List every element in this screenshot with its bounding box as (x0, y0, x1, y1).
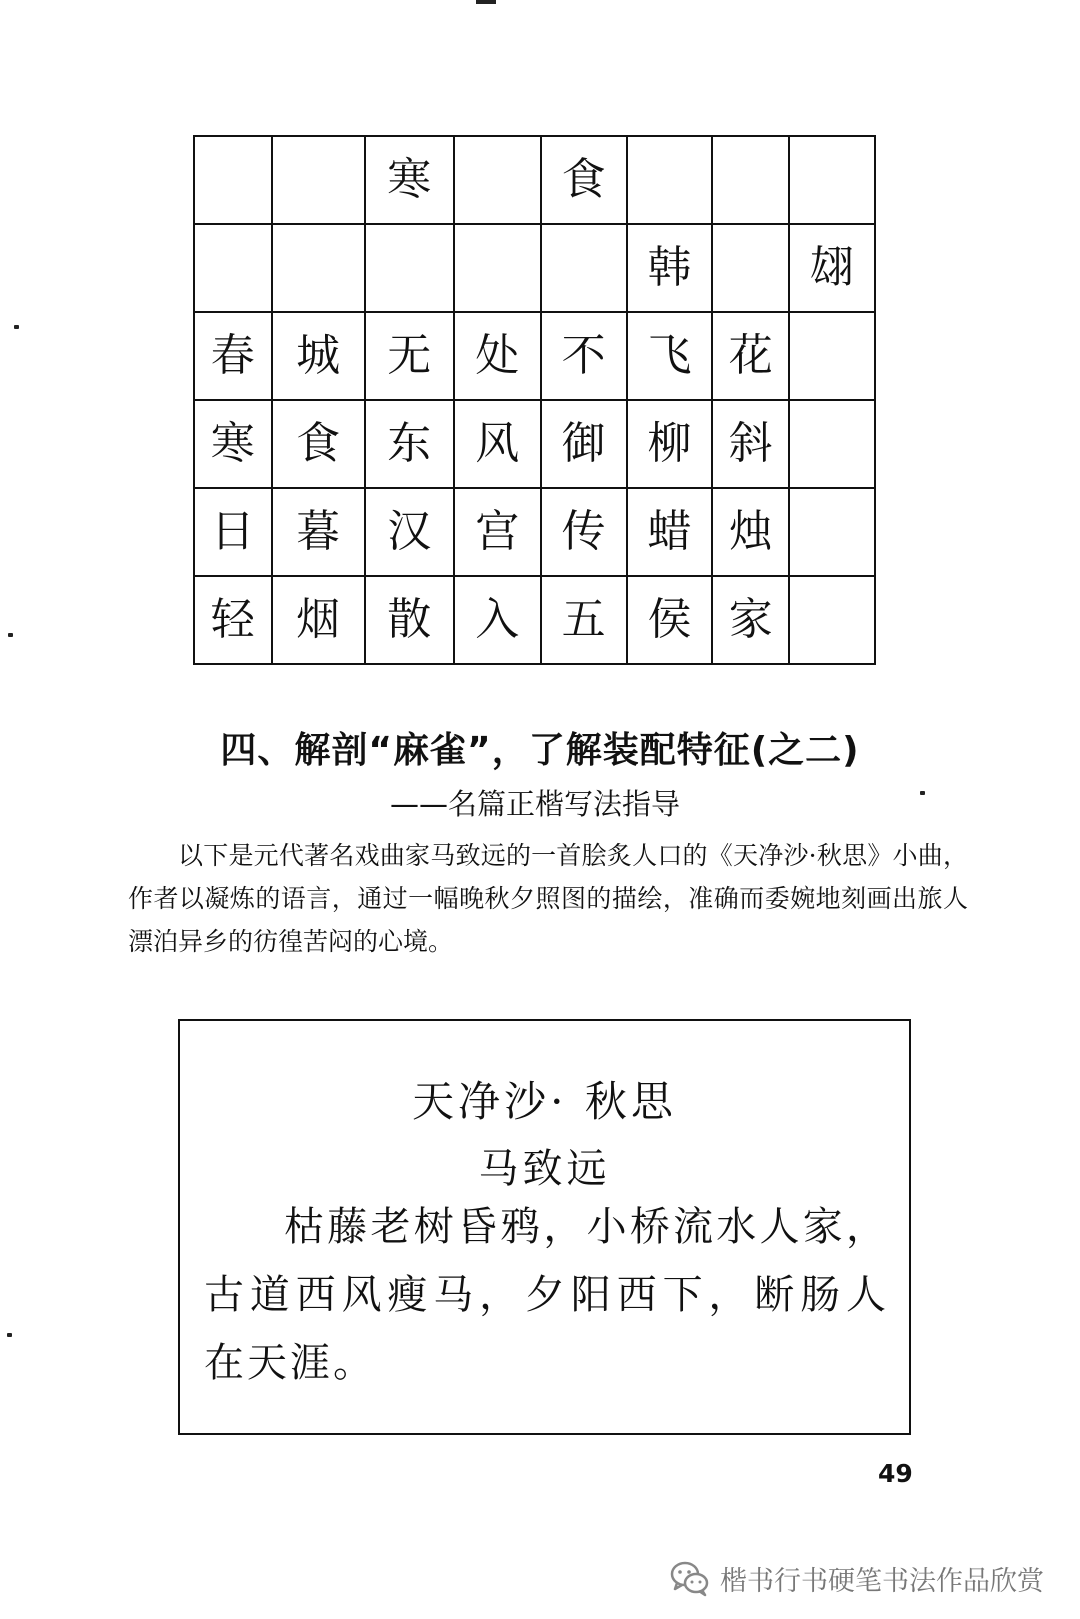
grid-cell (789, 488, 875, 576)
poem-author: 马致远 (478, 1146, 611, 1192)
grid-cell: 御 (541, 400, 627, 488)
grid-cell: 散 (365, 576, 454, 664)
poem-text: 枯藤老树昏鸦，小桥流水人家，古道西风瘦马，夕阳西下，断肠人在天涯。 (204, 1204, 889, 1386)
grid-cell (194, 224, 272, 312)
grid-cell: 寒 (365, 136, 454, 224)
grid-cell: 烟 (272, 576, 365, 664)
grid-cell: 不 (541, 312, 627, 400)
section-subtitle: ——名篇正楷写法指导 (390, 787, 681, 821)
margin-dot (8, 633, 13, 637)
grid-cell: 五 (541, 576, 627, 664)
margin-dot (7, 1333, 12, 1337)
section-title: 四、解剖“麻雀”，了解装配特征(之二) (220, 730, 860, 771)
grid-cell: 飞 (627, 312, 713, 400)
grid-cell: 柳 (627, 400, 713, 488)
margin-dot (920, 791, 925, 795)
poem-title: 天净沙· 秋思 (412, 1077, 677, 1126)
grid-cell: 无 (365, 312, 454, 400)
grid-cell: 侯 (627, 576, 713, 664)
grid-cell (272, 224, 365, 312)
grid-cell (712, 136, 789, 224)
wechat-icon (668, 1556, 712, 1600)
grid-cell: 家 (712, 576, 789, 664)
grid-cell: 风 (454, 400, 541, 488)
grid-cell: 日 (194, 488, 272, 576)
grid-cell (789, 312, 875, 400)
grid-cell (789, 136, 875, 224)
watermark (668, 1556, 1044, 1600)
grid-cell: 宫 (454, 488, 541, 576)
grid-row (194, 576, 875, 664)
poem-box (178, 1019, 911, 1435)
grid-cell: 入 (454, 576, 541, 664)
grid-cell (194, 136, 272, 224)
page-number: 49 (878, 1459, 913, 1488)
grid-cell: 城 (272, 312, 365, 400)
grid-cell: 处 (454, 312, 541, 400)
grid-cell: 烛 (712, 488, 789, 576)
grid-cell: 暮 (272, 488, 365, 576)
practice-grid (193, 135, 876, 665)
grid-cell: 食 (541, 136, 627, 224)
grid-row (194, 312, 875, 400)
watermark-text: 楷书行书硬笔书法作品欣赏 (720, 1565, 1044, 1597)
intro-paragraph (128, 834, 968, 963)
grid-cell (454, 136, 541, 224)
grid-row (194, 136, 875, 224)
grid-cell: 蜡 (627, 488, 713, 576)
grid-cell: 韩 (627, 224, 713, 312)
grid-cell (541, 224, 627, 312)
grid-cell: 传 (541, 488, 627, 576)
intro-text: 以下是元代著名戏曲家马致远的一首脍炙人口的《天净沙·秋思》小曲，作者以凝炼的语言，通过一幅晚秋夕照图的描绘，准确而委婉地刻画出旅人漂泊异乡的彷徨苦闷的心境。 (128, 841, 968, 956)
grid-row (194, 224, 875, 312)
grid-cell (789, 576, 875, 664)
grid-cell: 斜 (712, 400, 789, 488)
grid-cell (789, 400, 875, 488)
page-top-mark (476, 0, 496, 4)
grid-cell: 春 (194, 312, 272, 400)
grid-cell (712, 224, 789, 312)
grid-row (194, 488, 875, 576)
poem-body (204, 1193, 889, 1397)
grid-cell (454, 224, 541, 312)
grid-cell: 花 (712, 312, 789, 400)
grid-cell (365, 224, 454, 312)
grid-cell: 翃 (789, 224, 875, 312)
grid-cell: 食 (272, 400, 365, 488)
grid-row (194, 400, 875, 488)
grid-cell: 东 (365, 400, 454, 488)
grid-cell (627, 136, 713, 224)
grid-cell: 汉 (365, 488, 454, 576)
grid-cell: 寒 (194, 400, 272, 488)
grid-cell: 轻 (194, 576, 272, 664)
grid-cell (272, 136, 365, 224)
margin-dot (14, 325, 19, 329)
